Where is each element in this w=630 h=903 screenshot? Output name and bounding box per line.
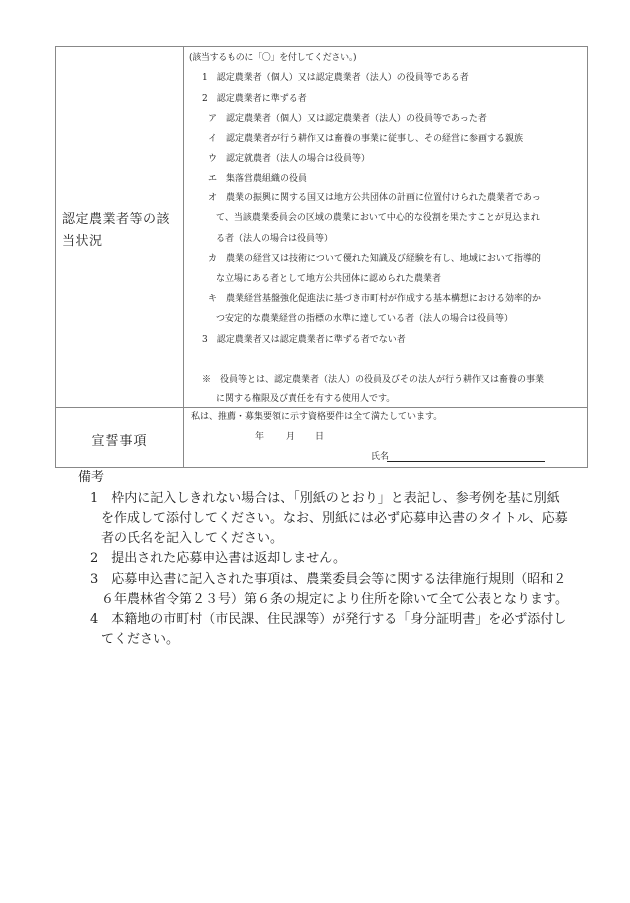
status-item-2-a: ア 認定農業者（個人）又は認定農業者（法人）の役員等であった者 — [208, 114, 487, 124]
status-item-1: 1 認定農業者（個人）又は認定農業者（法人）の役員等である者 — [202, 73, 469, 83]
remark-1-line3: 者の氏名を記入してください。 — [101, 531, 284, 546]
remark-1-line1: 1 枠内に記入しきれない場合は、「別紙のとおり」と表記し、参考例を基に別紙 — [90, 491, 560, 506]
status-item-2-e: エ 集落営農組織の役員 — [208, 174, 308, 184]
status-item-2-o-line3: る者（法人の場合は役員等） — [216, 234, 334, 244]
oath-label: 宣誓事項 — [91, 434, 148, 449]
qualification-form-table — [55, 46, 588, 468]
status-item-2-o-line2: て、当該農業委員会の区域の農業において中心的な役割を果たすことが見込まれ — [216, 213, 540, 223]
status-item-2-ka-line2: な立場にある者として地方公共団体に認められた農業者 — [216, 274, 442, 284]
status-item-2-ka-line1: カ 農業の経営又は技術について優れた知識及び経験を有し、地域において指導的 — [208, 254, 541, 264]
remark-3-line2: ６年農林省令第２３号）第６条の規定により住所を除いて全て公表となります。 — [101, 592, 568, 607]
remark-2: 2 提出された応募申込書は返却しません。 — [90, 551, 347, 566]
status-item-2-o-line1: オ 農業の振興に関する国又は地方公共団体の計画に位置付けられた農業者であっ — [208, 193, 541, 203]
status-item-3: 3 認定農業者又は認定農業者に準ずる者でない者 — [202, 335, 406, 345]
status-label-line2: 当状況 — [62, 234, 103, 249]
remark-1-line2: を作成して添付してください。なお、別紙には必ず応募申込書のタイトル、応募 — [101, 511, 568, 526]
remarks-heading: 備考 — [78, 470, 105, 485]
name-label: 氏名 — [371, 452, 390, 462]
status-item-2-ki-line2: つ安定的な農業経営の指標の水準に達している者（法人の場合は役員等） — [216, 314, 514, 324]
status-label — [62, 209, 180, 253]
name-signature-field[interactable] — [387, 451, 545, 462]
status-item-2: 2 認定農業者に準ずる者 — [202, 94, 307, 104]
date-year-label: 年 — [255, 432, 265, 442]
status-label-line1: 認定農業者等の該 — [62, 212, 171, 227]
officer-note-line1: ※ 役員等とは、認定農業者（法人）の役員及びその法人が行う耕作又は畜養の事業 — [202, 375, 545, 385]
status-item-2-ki-line1: キ 農業経営基盤強化促進法に基づき市町村が作成する基本構想における効率的か — [208, 294, 542, 304]
officer-note-line2: に関する権限及び責任を有する使用人です。 — [216, 394, 396, 404]
row-divider — [56, 407, 587, 408]
status-item-2-u: ウ 認定就農者（法人の場合は役員等） — [208, 154, 371, 164]
date-day-label: 日 — [315, 432, 325, 442]
remark-4-line1: 4 本籍地の市町村（市民課、住民課等）が発行する「身分証明書」を必ず添付し — [90, 612, 567, 627]
oath-statement: 私は、推薦・募集要領に示す資格要件は全て満たしています。 — [191, 412, 443, 422]
column-divider — [183, 47, 184, 467]
date-month-label: 月 — [286, 432, 296, 442]
remark-4-line2: てください。 — [101, 632, 180, 647]
remark-3-line1: 3 応募申込書に記入された事項は、農業委員会等に関する法律施行規則（昭和２ — [90, 572, 567, 587]
status-item-2-i: イ 認定農業者が行う耕作又は畜養の事業に従事し、その経営に参画する親族 — [208, 134, 524, 144]
instruction-text: (該当するものに「〇」を付してください。) — [189, 53, 357, 63]
